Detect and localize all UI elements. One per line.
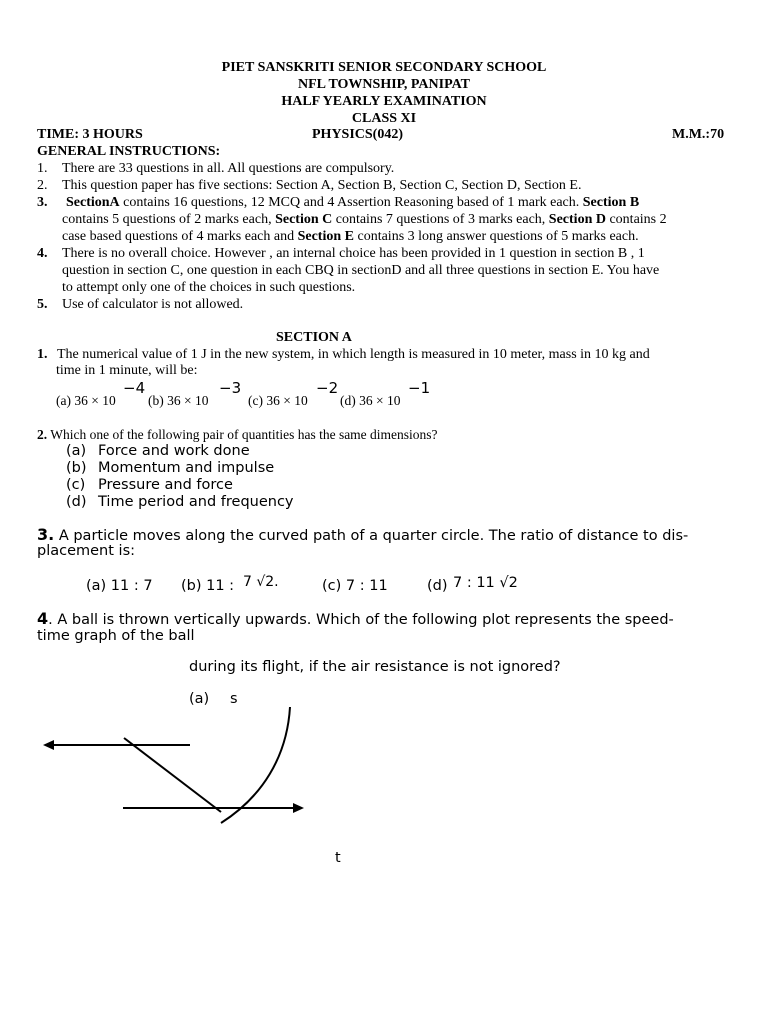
subject-code: PHYSICS(042)	[312, 127, 404, 142]
school-location: NFL TOWNSHIP, PANIPAT	[297, 77, 471, 92]
question-text: time in 1 minute, will be:	[56, 363, 198, 378]
instruction-text: case based questions of 4 marks each and	[62, 229, 298, 244]
section-a-ref: SectionA	[66, 195, 120, 210]
school-name: PIET SANSKRITI SENIOR SECONDARY SCHOOL	[221, 60, 547, 75]
section-e-ref: Section E	[297, 229, 354, 244]
q1-option-c-exponent: −2	[316, 379, 339, 397]
q3-option-d: (d)	[427, 578, 448, 594]
instruction-number: 2.	[37, 178, 48, 193]
q1-option-a-exponent: −4	[123, 379, 146, 397]
section-title: SECTION A	[276, 330, 352, 345]
q4-option-a-label: (a)	[189, 691, 210, 707]
instruction-text: contains 7 questions of 3 marks each,	[332, 212, 549, 227]
q3-option-d-value: 7 : 11 √2	[453, 575, 518, 591]
instruction-number: 3.	[37, 195, 48, 210]
question-number: 2.	[37, 427, 48, 442]
q3-option-c: (c) 7 : 11	[322, 578, 388, 594]
option-label: (d)	[66, 494, 87, 510]
q3-option-b: (b) 11 :	[181, 578, 235, 594]
instruction-text: There are 33 questions in all. All questions are compulsory.	[62, 161, 395, 176]
instruction-text: This question paper has five sections: Section A, Section B, Section C, Section D, Section E.	[62, 178, 582, 193]
class-label: CLASS XI	[351, 111, 417, 126]
left-arrowhead-icon	[43, 740, 54, 750]
question-text: Which one of the following pair of quantities has the same dimensions?	[50, 427, 438, 442]
question-number: 4	[37, 609, 49, 628]
graph-falling-line	[124, 738, 221, 812]
option-label: (b)	[66, 460, 87, 476]
question-number: 1.	[37, 347, 48, 362]
section-b-ref: Section B	[582, 195, 640, 210]
graph-x-label: t	[335, 850, 341, 866]
instruction-text: question in section C, one question in each CBQ in sectionD and all three questions in section E. You have	[62, 263, 660, 278]
option-text: Pressure and force	[98, 477, 233, 493]
q1-option-c: (c) 36 × 10	[248, 393, 308, 408]
q1-option-a: (a) 36 × 10	[56, 393, 116, 408]
exam-title: HALF YEARLY EXAMINATION	[281, 94, 487, 109]
option-text: Time period and frequency	[98, 494, 294, 510]
instruction-number: 5.	[37, 297, 48, 312]
question-text: placement is:	[37, 543, 136, 559]
right-arrowhead-icon	[293, 803, 304, 813]
question-text: time graph of the ball	[37, 628, 195, 644]
instruction-number: 1.	[37, 161, 48, 176]
q1-option-b: (b) 36 × 10	[148, 393, 209, 408]
option-text: Momentum and impulse	[98, 460, 275, 476]
section-d-ref: Section D	[548, 212, 606, 227]
exam-time: TIME: 3 HOURS	[37, 127, 143, 142]
option-label: (c)	[66, 477, 86, 493]
instruction-text: Use of calculator is not allowed.	[62, 297, 244, 312]
q1-option-d: (d) 36 × 10	[340, 393, 401, 408]
q3-option-b-value: 7 √2.	[243, 574, 279, 590]
option-text: Force and work done	[98, 443, 250, 459]
question-text: . A ball is thrown vertically upwards. Which of the following plot represents the speed-	[48, 612, 674, 628]
instructions-heading: GENERAL INSTRUCTIONS:	[37, 144, 221, 159]
graph-rising-curve	[221, 707, 290, 823]
question-number: 3.	[37, 525, 55, 544]
option-label: (a)	[66, 443, 87, 459]
question-text: The numerical value of 1 J in the new system, in which length is measured in 10 meter, mass in 10 kg and	[57, 347, 650, 362]
instruction-text: contains 2	[605, 212, 667, 227]
graph-y-label: s	[230, 691, 238, 707]
max-marks: M.M.:70	[672, 127, 725, 142]
question-text: during its flight, if the air resistance is not ignored?	[189, 659, 561, 675]
instruction-text: There is no overall choice. However , an internal choice has been provided in 1 question in section B , 1	[62, 246, 645, 261]
question-text: A particle moves along the curved path of a quarter circle. The ratio of distance to dis-	[54, 528, 689, 544]
instruction-text: contains 16 questions, 12 MCQ and 4 Assertion Reasoning based of 1 mark each.	[119, 195, 583, 210]
section-c-ref: Section C	[275, 212, 333, 227]
q3-option-a: (a) 11 : 7	[86, 578, 153, 594]
instruction-text: contains 3 long answer questions of 5 marks each.	[353, 229, 639, 244]
q1-option-d-exponent: −1	[408, 379, 431, 397]
instruction-text: contains 5 questions of 2 marks each,	[62, 212, 276, 227]
instruction-number: 4.	[37, 246, 48, 261]
instruction-text: to attempt only one of the choices in such questions.	[62, 280, 356, 295]
q1-option-b-exponent: −3	[219, 379, 242, 397]
